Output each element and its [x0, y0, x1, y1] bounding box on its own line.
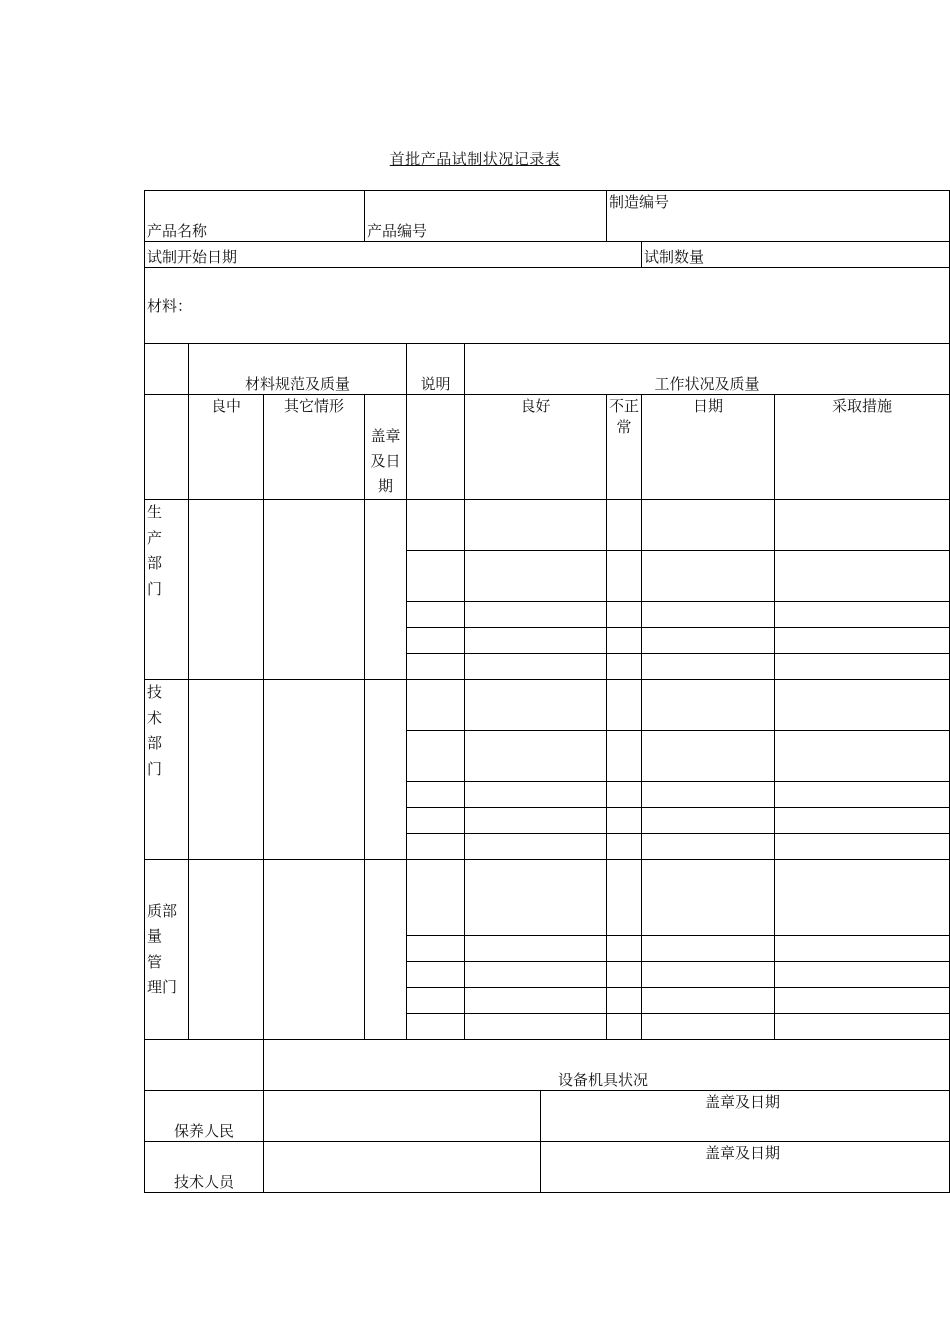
quality-good-2[interactable] — [465, 936, 607, 962]
manufacture-code-cell[interactable] — [607, 191, 950, 242]
technical-measures-2[interactable] — [775, 731, 950, 782]
equipment-status-label: 设备机具状况 — [558, 1071, 649, 1089]
other-cases-label: 其它情形 — [283, 397, 344, 415]
measures-label: 采取措施 — [832, 397, 893, 415]
technical-seal-date[interactable] — [365, 680, 407, 860]
technical-staff-input[interactable] — [264, 1142, 541, 1193]
measures-header — [775, 395, 950, 500]
material-group-header — [189, 344, 407, 395]
quality-good-4[interactable] — [465, 988, 607, 1014]
quality-desc-5[interactable] — [407, 1014, 465, 1040]
quality-measures-5[interactable] — [775, 1014, 950, 1040]
quality-abnormal-4[interactable] — [607, 988, 642, 1014]
maintenance-seal-date-label: 盖章及日期 — [705, 1093, 781, 1111]
quality-abnormal-1[interactable] — [607, 860, 642, 936]
maintenance-staff-input[interactable] — [264, 1091, 541, 1142]
technical-other-cases[interactable] — [264, 680, 365, 860]
trial-start-date-cell[interactable] — [145, 242, 642, 268]
production-other-cases[interactable] — [264, 500, 365, 680]
quality-desc-1[interactable] — [407, 860, 465, 936]
product-code-label: 产品编号 — [367, 222, 428, 240]
technical-staff-label: 技术人员 — [173, 1173, 234, 1191]
product-name-cell[interactable] — [145, 191, 365, 242]
production-desc-5[interactable] — [407, 654, 465, 680]
quality-dept-label: 质部 量 管 理门 — [145, 860, 189, 1040]
materials-cell[interactable] — [145, 268, 950, 344]
quality-good-mid[interactable] — [189, 860, 264, 1040]
production-measures-4[interactable] — [775, 628, 950, 654]
technical-seal-date-label: 盖章及日期 — [705, 1144, 781, 1162]
quality-other-cases[interactable] — [264, 860, 365, 1040]
production-measures-2[interactable] — [775, 551, 950, 602]
material-group-label: 材料规范及质量 — [244, 375, 350, 393]
date-label: 日期 — [693, 397, 724, 415]
technical-desc-5[interactable] — [407, 834, 465, 860]
equipment-status-cell — [264, 1040, 950, 1091]
quality-desc-4[interactable] — [407, 988, 465, 1014]
quality-abnormal-2[interactable] — [607, 936, 642, 962]
technical-good-3[interactable] — [465, 782, 607, 808]
production-abnormal-3[interactable] — [607, 602, 642, 628]
date-header — [642, 395, 775, 500]
trial-start-date-label: 试制开始日期 — [147, 248, 238, 266]
seal-date-label: 盖章及日期 — [370, 427, 401, 495]
technical-date-5[interactable] — [642, 834, 775, 860]
maintenance-staff-cell — [145, 1091, 264, 1142]
quality-good-3[interactable] — [465, 962, 607, 988]
corner-cell-2 — [145, 395, 189, 500]
production-measures-5[interactable] — [775, 654, 950, 680]
trial-quantity-label: 试制数量 — [644, 248, 705, 266]
technical-seal-date-cell[interactable] — [541, 1142, 950, 1193]
technical-date-1[interactable] — [642, 680, 775, 731]
production-good-mid[interactable] — [189, 500, 264, 680]
corner-cell — [145, 344, 189, 395]
production-desc-1[interactable] — [407, 500, 465, 551]
production-measures-1[interactable] — [775, 500, 950, 551]
production-abnormal-1[interactable] — [607, 500, 642, 551]
quality-date-5[interactable] — [642, 1014, 775, 1040]
product-code-cell[interactable] — [365, 191, 607, 242]
manufacture-code-label: 制造编号 — [609, 193, 670, 211]
abnormal-header — [607, 395, 642, 500]
description-sub-header — [407, 395, 465, 500]
good-label: 良好 — [520, 397, 551, 415]
quality-date-3[interactable] — [642, 962, 775, 988]
production-seal-date[interactable] — [365, 500, 407, 680]
technical-desc-2[interactable] — [407, 731, 465, 782]
production-good-5[interactable] — [465, 654, 607, 680]
production-date-1[interactable] — [642, 500, 775, 551]
technical-date-3[interactable] — [642, 782, 775, 808]
production-good-1[interactable] — [465, 500, 607, 551]
production-abnormal-5[interactable] — [607, 654, 642, 680]
technical-abnormal-2[interactable] — [607, 731, 642, 782]
good-header — [465, 395, 607, 500]
production-dept-label: 生 产 部 门 — [145, 500, 189, 680]
quality-measures-4[interactable] — [775, 988, 950, 1014]
technical-desc-4[interactable] — [407, 808, 465, 834]
production-date-5[interactable] — [642, 654, 775, 680]
technical-date-2[interactable] — [642, 731, 775, 782]
form-title: 首批产品试制状况记录表 — [389, 150, 561, 168]
quality-good-1[interactable] — [465, 860, 607, 936]
equipment-corner-cell — [145, 1040, 264, 1091]
description-label: 说明 — [420, 375, 451, 393]
quality-date-4[interactable] — [642, 988, 775, 1014]
good-mid-label: 良中 — [210, 397, 241, 415]
quality-date-2[interactable] — [642, 936, 775, 962]
production-date-3[interactable] — [642, 602, 775, 628]
abnormal-label: 不正常 — [609, 397, 640, 436]
quality-abnormal-3[interactable] — [607, 962, 642, 988]
technical-measures-3[interactable] — [775, 782, 950, 808]
maintenance-seal-date-cell[interactable] — [541, 1091, 950, 1142]
technical-desc-3[interactable] — [407, 782, 465, 808]
quality-seal-date[interactable] — [365, 860, 407, 1040]
quality-date-1[interactable] — [642, 860, 775, 936]
technical-abnormal-4[interactable] — [607, 808, 642, 834]
technical-good-1[interactable] — [465, 680, 607, 731]
good-mid-header — [189, 395, 264, 500]
product-name-label: 产品名称 — [147, 222, 208, 240]
technical-abnormal-5[interactable] — [607, 834, 642, 860]
technical-good-4[interactable] — [465, 808, 607, 834]
production-desc-2[interactable] — [407, 551, 465, 602]
work-group-header — [465, 344, 950, 395]
quality-desc-3[interactable] — [407, 962, 465, 988]
quality-good-5[interactable] — [465, 1014, 607, 1040]
production-good-3[interactable] — [465, 602, 607, 628]
other-cases-header — [264, 395, 365, 500]
technical-measures-5[interactable] — [775, 834, 950, 860]
quality-measures-2[interactable] — [775, 936, 950, 962]
quality-measures-3[interactable] — [775, 962, 950, 988]
technical-good-mid[interactable] — [189, 680, 264, 860]
production-measures-3[interactable] — [775, 602, 950, 628]
production-abnormal-2[interactable] — [607, 551, 642, 602]
production-desc-4[interactable] — [407, 628, 465, 654]
technical-dept-label: 技 术 部 门 — [145, 680, 189, 860]
quality-measures-1[interactable] — [775, 860, 950, 936]
production-date-4[interactable] — [642, 628, 775, 654]
production-desc-3[interactable] — [407, 602, 465, 628]
seal-date-header — [365, 395, 407, 500]
production-good-4[interactable] — [465, 628, 607, 654]
production-date-2[interactable] — [642, 551, 775, 602]
technical-desc-1[interactable] — [407, 680, 465, 731]
quality-desc-2[interactable] — [407, 936, 465, 962]
trial-record-form — [144, 190, 950, 1193]
quality-abnormal-5[interactable] — [607, 1014, 642, 1040]
technical-good-5[interactable] — [465, 834, 607, 860]
materials-label: 材料： — [147, 297, 193, 315]
trial-quantity-cell[interactable] — [642, 242, 950, 268]
production-good-2[interactable] — [465, 551, 607, 602]
technical-good-2[interactable] — [465, 731, 607, 782]
technical-measures-4[interactable] — [775, 808, 950, 834]
technical-abnormal-1[interactable] — [607, 680, 642, 731]
work-group-label: 工作状况及质量 — [654, 375, 760, 393]
description-header — [407, 344, 465, 395]
technical-date-4[interactable] — [642, 808, 775, 834]
production-abnormal-4[interactable] — [607, 628, 642, 654]
technical-measures-1[interactable] — [775, 680, 950, 731]
maintenance-staff-label: 保养人民 — [173, 1122, 234, 1140]
technical-staff-cell — [145, 1142, 264, 1193]
technical-abnormal-3[interactable] — [607, 782, 642, 808]
